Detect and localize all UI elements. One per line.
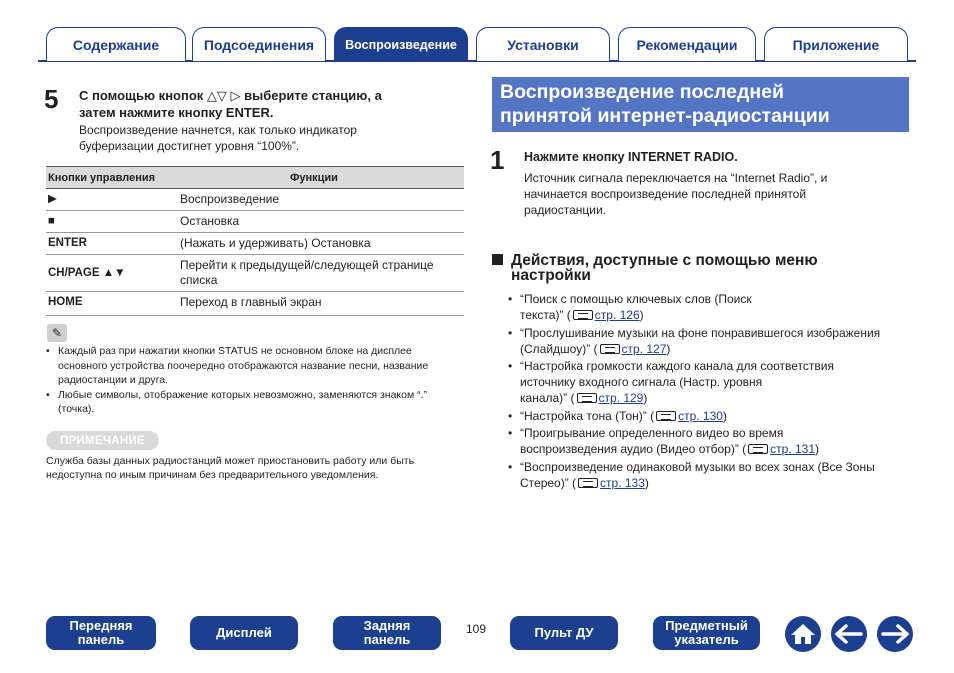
ref-text: “Воспроизведение одинаковой музыки во всех зонах (Все Зоны — [520, 459, 875, 474]
play-key: ▶ — [46, 189, 178, 211]
page-ref-icon — [656, 411, 676, 421]
tab-contents[interactable]: Содержание — [46, 27, 186, 61]
controls-table — [46, 166, 464, 316]
step-5-title-line1: С помощью кнопок △▽ ▷ выберите станцию, а — [79, 88, 382, 103]
list-item — [508, 358, 913, 406]
notes-list — [46, 344, 464, 417]
list-item — [508, 291, 913, 323]
index-label-1: Предметный — [665, 618, 748, 633]
table-row — [46, 189, 464, 211]
step-1-desc-line1: Источник сигнала переключается на “Internet Radio”, и — [524, 171, 828, 185]
ref-text: ) — [644, 475, 649, 490]
remote-button[interactable]: Пульт ДУ — [510, 616, 618, 650]
ref-text: ) — [815, 442, 820, 456]
ref-text: “Настройка громкости каждого канала для соответствия — [520, 359, 834, 373]
step-5-number: 5 — [44, 84, 59, 114]
table-cell: Остановка — [178, 211, 464, 233]
front-panel-label-1: Передняя — [69, 618, 133, 633]
table-row — [46, 255, 464, 292]
ref-text: (Слайдшоу)” ( — [520, 341, 598, 356]
caution-label: ПРИМЕЧАНИЕ — [46, 431, 159, 450]
forward-button[interactable] — [877, 616, 913, 652]
ref-text: воспроизведения аудио (Видео отбор)” ( — [520, 442, 747, 456]
banner-line2: принятой интернет-радиостанции — [500, 105, 830, 127]
list-item — [508, 425, 913, 457]
step-1-desc-line3: радиостанции. — [524, 203, 607, 217]
table-cell: Переход в главный экран — [178, 292, 464, 316]
menu-section-heading — [492, 253, 818, 283]
menu-section-line2: настройки — [511, 267, 591, 284]
page-link-129[interactable]: стр. 129 — [598, 391, 644, 405]
page-ref-icon — [573, 310, 593, 320]
home-key: HOME — [46, 292, 178, 316]
arrow-left-icon — [835, 624, 863, 644]
list-item: • Любые символы, отображение которых невозможно, заменяются знаком “.” (точка). — [46, 388, 464, 417]
caution-line1: Служба базы данных радиостанций может приостановить работу или быть — [46, 455, 415, 467]
step-1-desc-line2: начинается воспроизведение последней принятой — [524, 187, 807, 201]
page-ref-icon — [578, 478, 598, 488]
rear-panel-label-2: панель — [363, 632, 411, 647]
list-item — [508, 459, 913, 491]
back-button[interactable] — [831, 616, 867, 652]
ref-text: “Прослушивание музыки на фоне понравившегося изображения — [520, 325, 881, 340]
step-5-desc-line2: буферизации достигнет уровня “100%”. — [79, 139, 300, 153]
page-ref-icon — [748, 444, 768, 454]
home-button[interactable] — [785, 616, 821, 652]
ref-text: канала)” ( — [520, 391, 575, 405]
tab-playback[interactable]: Воспроизведение — [334, 27, 468, 61]
table-header-functions: Функции — [178, 167, 464, 189]
ref-text: Стерео)” ( — [520, 475, 577, 490]
pencil-icon: ✎ — [47, 324, 67, 342]
ref-text: ) — [722, 408, 727, 423]
ref-text: “Настройка тона (Тон)” ( — [520, 408, 655, 423]
page-ref-icon — [600, 344, 620, 354]
page-link-126[interactable]: стр. 126 — [594, 308, 640, 322]
rear-panel-label-1: Задняя — [363, 618, 411, 633]
rear-panel-button[interactable] — [333, 616, 441, 650]
stop-key: ■ — [46, 211, 178, 233]
list-item — [508, 408, 913, 424]
index-label-2: указатель — [674, 632, 739, 647]
table-cell: (Нажать и удерживать) Остановка — [178, 233, 464, 255]
section-square-icon — [492, 254, 503, 265]
ch-page-key: CH/PAGE ▲▼ — [46, 255, 178, 292]
ref-text: “Проигрывание определенного видео во время — [520, 426, 784, 440]
list-item: • Каждый раз при нажатии кнопки STATUS не основном блоке на дисплее основного устройства поочередно отображаются название песни, название радиостанции и друга. — [46, 344, 464, 388]
banner-line1: Воспроизведение последней — [500, 81, 784, 103]
page-number: 109 — [466, 622, 487, 636]
table-row — [46, 211, 464, 233]
step-1-number: 1 — [490, 145, 505, 175]
ref-text: ) — [666, 341, 671, 356]
index-button[interactable] — [653, 616, 760, 650]
table-header-buttons: Кнопки управления — [46, 167, 178, 189]
top-tab-bar — [0, 0, 954, 62]
page-ref-icon — [577, 393, 597, 403]
step-1-title: Нажмите кнопку INTERNET RADIO. — [524, 150, 738, 164]
home-icon — [790, 622, 816, 646]
ref-text: ) — [639, 308, 644, 322]
enter-key: ENTER — [46, 233, 178, 255]
tab-tips[interactable]: Рекомендации — [618, 27, 756, 61]
step-5-desc-line1: Воспроизведение начнется, как только индикатор — [79, 123, 357, 137]
menu-section-line1: Действия, доступные с помощью меню — [511, 252, 818, 269]
ref-text: “Поиск с помощью ключевых слов (Поиск — [520, 292, 752, 306]
page-link-127[interactable]: стр. 127 — [621, 341, 667, 356]
tab-settings[interactable]: Установки — [476, 27, 610, 61]
table-row — [46, 233, 464, 255]
page-link-131[interactable]: стр. 131 — [770, 442, 816, 456]
ref-text: текста)” ( — [520, 308, 571, 322]
page-link-130[interactable]: стр. 130 — [678, 408, 723, 423]
table-row — [46, 292, 464, 316]
display-button[interactable]: Дисплей — [190, 616, 298, 650]
table-cell: Перейти к предыдущей/следующей странице списка — [178, 255, 464, 292]
front-panel-button[interactable] — [46, 616, 156, 650]
table-header-row — [46, 167, 464, 189]
tab-connections[interactable]: Подсоединения — [192, 27, 326, 61]
tab-appendix[interactable]: Приложение — [764, 27, 908, 61]
step-5-title-line2: затем нажмите кнопку ENTER. — [79, 105, 274, 120]
list-item — [508, 325, 913, 357]
page-link-133[interactable]: стр. 133 — [600, 475, 645, 490]
arrow-right-icon — [881, 624, 909, 644]
caution-line2: недоступна по иным причинам без предварительного уведомления. — [46, 469, 379, 481]
ref-text: ) — [643, 391, 648, 405]
table-cell: Воспроизведение — [178, 189, 464, 211]
menu-actions-list — [508, 291, 913, 492]
ref-text: источнику входного сигнала (Настр. уровня — [520, 375, 763, 389]
front-panel-label-2: панель — [77, 632, 125, 647]
section-banner — [492, 77, 909, 132]
